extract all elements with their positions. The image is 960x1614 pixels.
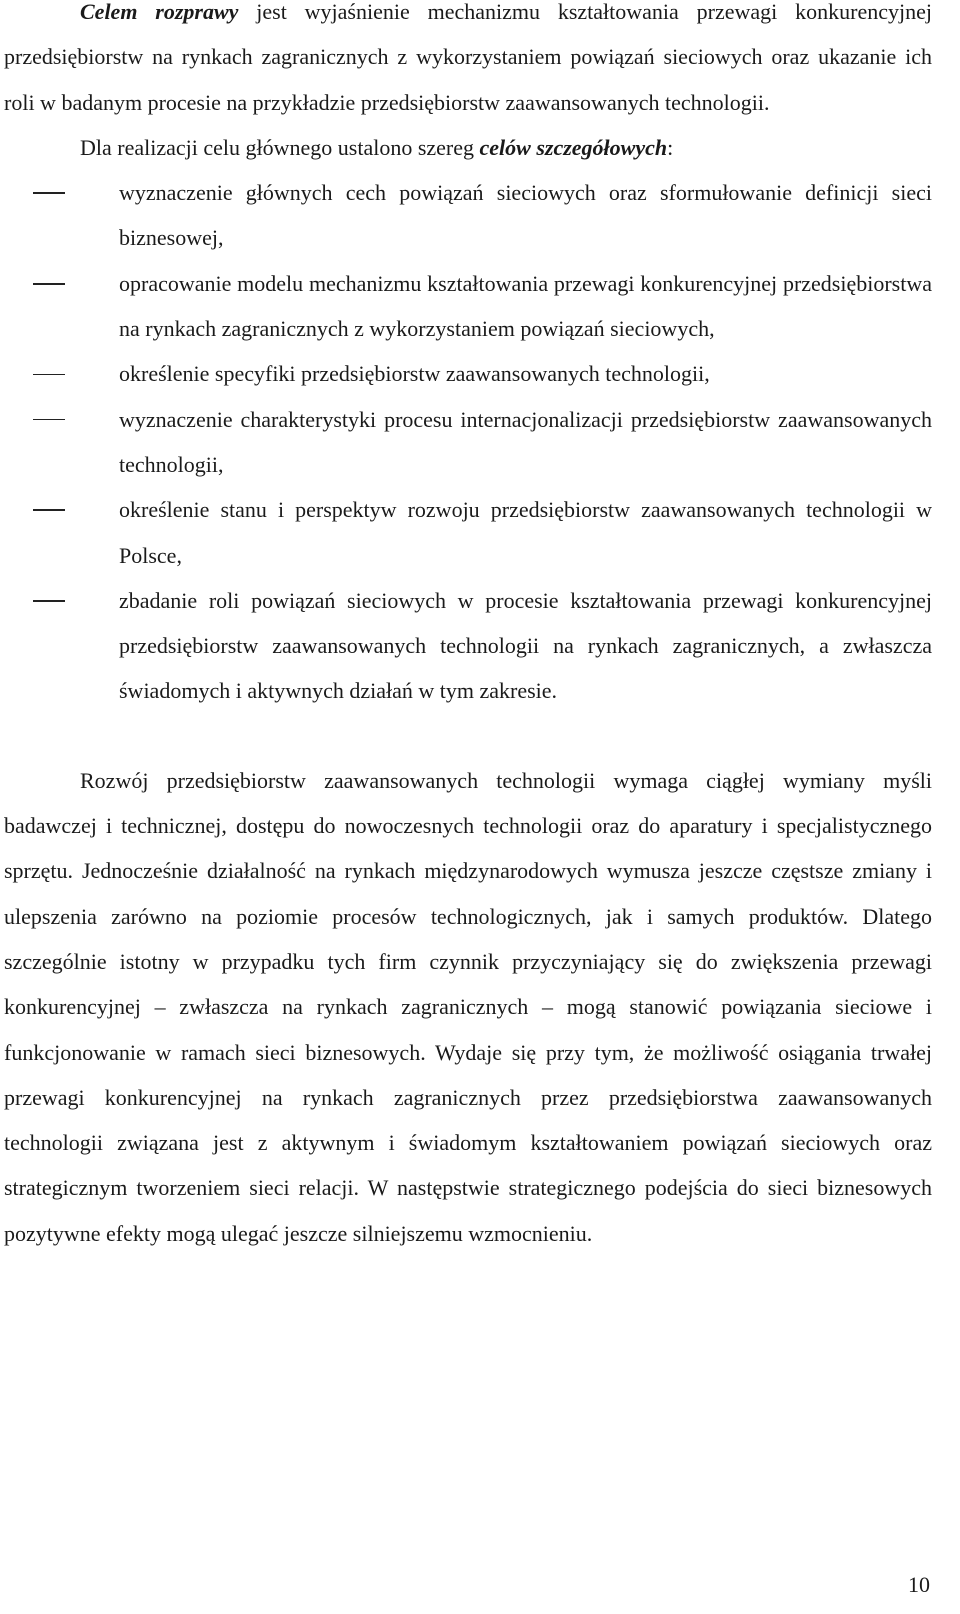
list-item [4, 351, 932, 396]
objectives-intro [4, 125, 932, 170]
paragraph-aim [4, 0, 932, 125]
objectives-intro-emphasis: celów szczegółowych [479, 134, 668, 160]
objectives-list [4, 170, 932, 714]
list-item [4, 487, 932, 578]
list-item-text: zbadanie roli powiązań sieciowych w procesie kształtowania przewagi konkurencyjnej przedsiębiorstw zaawansowanych technologii na rynkach zagranicznych, a zwłaszcza świadomych i aktywnych działań w tym zakresie. [119, 587, 932, 704]
list-item [4, 261, 932, 352]
dash-bullet-icon [4, 170, 94, 215]
list-item [4, 397, 932, 488]
dash-bullet-icon [4, 261, 94, 306]
list-item [4, 170, 932, 261]
paragraph-development: Rozwój przedsiębiorstw zaawansowanych technologii wymaga ciągłej wymiany myśli badawczej i technicznej, dostępu do nowoczesnych technologii oraz do aparatury i specjalistycznego sprzętu. Jednocześnie działalność na rynkach międzynarodowych wymusza jeszcze częstsze zmiany i ulepszenia zarówno na poziomie procesów technologicznych, jak i samych produktów. Dlatego szczególnie istotny w przypadku tych firm czynnik przyczyniający się do zwiększenia przewagi konkurencyjnej – zwłaszcza na rynkach zagranicznych – mogą stanowić powiązania sieciowe i funkcjonowanie w ramach sieci biznesowych. Wydaje się przy tym, że możliwość osiągania trwałej przewagi konkurencyjnej na rynkach zagranicznych przez przedsiębiorstwa zaawansowanych technologii związana jest z aktywnym i świadomym kształtowaniem powiązań sieciowych oraz strategicznym tworzeniem sieci relacji. W następstwie strategicznego podejścia do sieci biznesowych pozytywne efekty mogą ulegać jeszcze silniejszemu wzmocnieniu. [4, 767, 932, 1246]
objectives-intro-before: Dla realizacji celu głównego ustalono szereg [80, 134, 480, 160]
dash-bullet-icon [4, 578, 94, 623]
list-item-text: opracowanie modelu mechanizmu kształtowania przewagi konkurencyjnej przedsiębiorstwa na rynkach zagranicznych z wykorzystaniem powiązań sieciowych, [119, 270, 932, 342]
document-page [4, 0, 932, 1256]
dash-bullet-icon [4, 397, 94, 442]
list-item [4, 578, 932, 714]
list-item-text: określenie stanu i perspektyw rozwoju przedsiębiorstw zaawansowanych technologii w Polsce, [119, 497, 932, 568]
dash-bullet-icon [4, 351, 94, 396]
dash-bullet-icon [4, 487, 94, 532]
aim-text: jest wyjaśnienie mechanizmu kształtowania przewagi konkurencyjnej przedsiębiorstw na rynkach zagranicznych z wykorzystaniem powiązań sieciowych oraz ukazanie ich roli w badanym procesie na przykładzie przedsiębiorstw zaawansowanych technologii. [4, 0, 932, 115]
list-item-text: wyznaczenie głównych cech powiązań sieciowych oraz sformułowanie definicji sieci biznesowej, [119, 180, 932, 251]
page-number: 10 [908, 1572, 930, 1597]
list-item-text: określenie specyfiki przedsiębiorstw zaawansowanych technologii, [119, 361, 710, 387]
aim-lead: Celem rozprawy [80, 0, 239, 24]
list-item-text: wyznaczenie charakterystyki procesu internacjonalizacji przedsiębiorstw zaawansowanych technologii, [119, 406, 932, 477]
objectives-intro-after: : [667, 134, 674, 160]
